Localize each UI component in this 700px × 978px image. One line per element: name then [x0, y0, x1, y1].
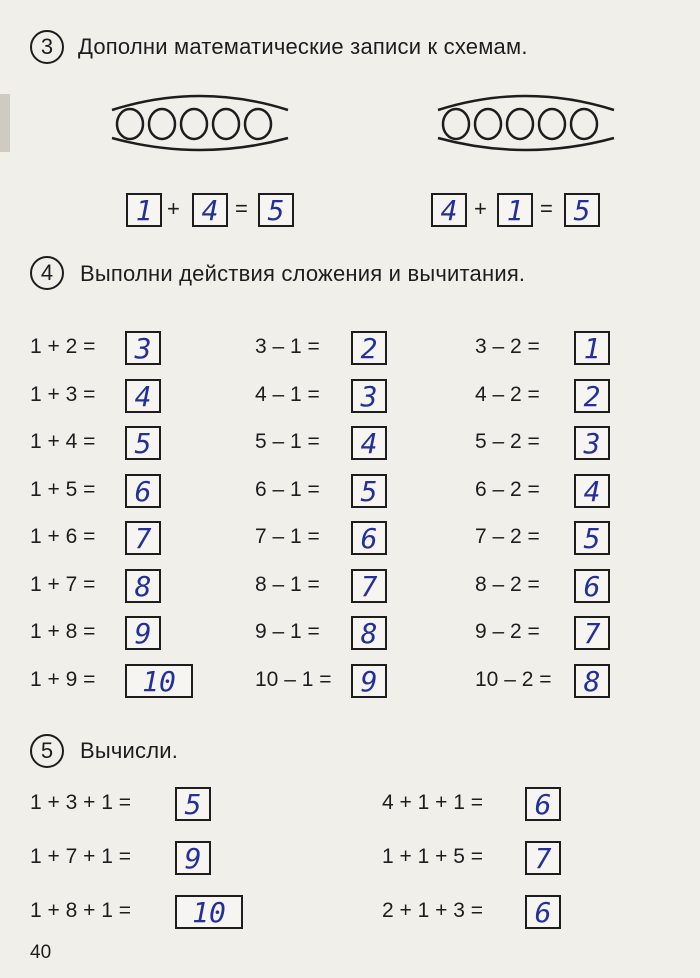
answer-box[interactable]: 7: [125, 521, 161, 555]
task-3-title: Дополни математические записи к схемам.: [78, 34, 528, 59]
answer-box[interactable]: 8: [574, 664, 610, 698]
answer-box[interactable]: 5: [564, 193, 600, 227]
answer-box[interactable]: 2: [574, 379, 610, 413]
scheme-circle: [507, 109, 533, 139]
scheme-circle: [571, 109, 597, 139]
equation-text: 2 + 1 + 3 =: [382, 899, 484, 922]
answer-box[interactable]: 4: [192, 193, 228, 227]
answer-box[interactable]: 6: [525, 895, 561, 929]
answer-box[interactable]: 8: [125, 569, 161, 603]
equation-text: 1 + 3 + 1 =: [30, 791, 132, 814]
answer-box[interactable]: 4: [574, 474, 610, 508]
answer-box[interactable]: 5: [175, 787, 211, 821]
answer-box[interactable]: 3: [125, 331, 161, 365]
answer-box[interactable]: 6: [125, 474, 161, 508]
answer-box[interactable]: 1: [574, 331, 610, 365]
answer-box[interactable]: 5: [258, 193, 294, 227]
equation-text: 1 + 2 =: [30, 335, 96, 358]
scheme-left-brace: [112, 138, 288, 150]
answer-box[interactable]: 3: [574, 426, 610, 460]
answer-box[interactable]: 10: [175, 895, 243, 929]
task-5-number: 5: [30, 734, 64, 768]
answer-box[interactable]: 9: [351, 664, 387, 698]
equation-text: 8 – 1 =: [255, 572, 320, 596]
equation-text: 5 – 2 =: [475, 430, 540, 453]
equals-sign: =: [540, 196, 553, 221]
scheme-left-arc: [112, 96, 288, 110]
equation-text: 1 + 5 =: [30, 477, 96, 501]
answer-box[interactable]: 5: [351, 474, 387, 508]
equation-text: 10 – 2 =: [475, 667, 552, 691]
answer-box[interactable]: 8: [351, 616, 387, 650]
equation-text: 1 + 9 =: [30, 667, 96, 691]
answer-box[interactable]: 5: [574, 521, 610, 555]
task-4-number: 4: [30, 256, 64, 290]
plus-sign: +: [167, 196, 180, 221]
answer-box[interactable]: 1: [126, 193, 162, 227]
scheme-left: [100, 86, 300, 158]
equation-text: 4 + 1 + 1 =: [382, 791, 484, 814]
equation-text: 1 + 7 =: [30, 572, 96, 596]
answer-box[interactable]: 10: [125, 664, 193, 698]
scheme-circle: [149, 109, 175, 139]
answer-box[interactable]: 7: [574, 616, 610, 650]
scheme-circle: [475, 109, 501, 139]
answer-box[interactable]: 4: [125, 379, 161, 413]
equation-text: 8 – 2 =: [475, 572, 540, 596]
scheme-circle: [213, 109, 239, 139]
scheme-right-arc: [438, 96, 614, 110]
answer-box[interactable]: 1: [497, 193, 533, 227]
answer-box[interactable]: 4: [351, 426, 387, 460]
scheme-circle: [443, 109, 469, 139]
scheme-circle: [245, 109, 271, 139]
answer-box[interactable]: 6: [525, 787, 561, 821]
equation-text: 1 + 1 + 5 =: [382, 845, 484, 868]
answer-box[interactable]: 5: [125, 426, 161, 460]
equation-text: 7 – 1 =: [255, 525, 320, 548]
answer-box[interactable]: 9: [125, 616, 161, 650]
equation-text: 1 + 8 + 1 =: [30, 899, 132, 922]
task-4-title: Выполни действия сложения и вычитания.: [80, 261, 526, 286]
scheme-circle: [539, 109, 565, 139]
equation-text: 3 – 2 =: [475, 335, 540, 358]
scheme-circle: [117, 109, 143, 139]
answer-box[interactable]: 2: [351, 331, 387, 365]
scheme-right: [426, 86, 626, 158]
equation-text: 1 + 4 =: [30, 430, 96, 453]
answer-box[interactable]: 4: [431, 193, 467, 227]
equation-text: 1 + 7 + 1 =: [30, 845, 132, 868]
equation-text: 6 – 2 =: [475, 477, 540, 501]
equation-text: 4 – 2 =: [475, 382, 540, 406]
answer-box[interactable]: 6: [351, 521, 387, 555]
equation-text: 1 + 3 =: [30, 382, 96, 406]
answer-box[interactable]: 9: [175, 841, 211, 875]
equation-text: 10 – 1 =: [255, 667, 332, 691]
answer-box[interactable]: 3: [351, 379, 387, 413]
equation-text: 4 – 1 =: [255, 382, 320, 406]
answer-box[interactable]: 7: [351, 569, 387, 603]
page-edge-mark: [0, 94, 10, 152]
equation-text: 1 + 6 =: [30, 525, 96, 548]
scheme-circle: [181, 109, 207, 139]
page-number: 40: [30, 942, 52, 963]
equation-text: 5 – 1 =: [255, 430, 320, 453]
scheme-right-brace: [438, 138, 614, 150]
equation-text: 6 – 1 =: [255, 477, 320, 501]
answer-box[interactable]: 7: [525, 841, 561, 875]
equation-text: 1 + 8 =: [30, 620, 96, 643]
equation-text: 9 – 1 =: [255, 620, 320, 643]
equation-text: 9 – 2 =: [475, 620, 540, 643]
task-3-number: 3: [30, 30, 64, 64]
equation-text: 7 – 2 =: [475, 525, 540, 548]
equation-text: 3 – 1 =: [255, 335, 320, 358]
task-5-title: Вычисли.: [80, 738, 179, 763]
plus-sign: +: [474, 196, 487, 221]
answer-box[interactable]: 6: [574, 569, 610, 603]
equals-sign: =: [235, 196, 248, 221]
